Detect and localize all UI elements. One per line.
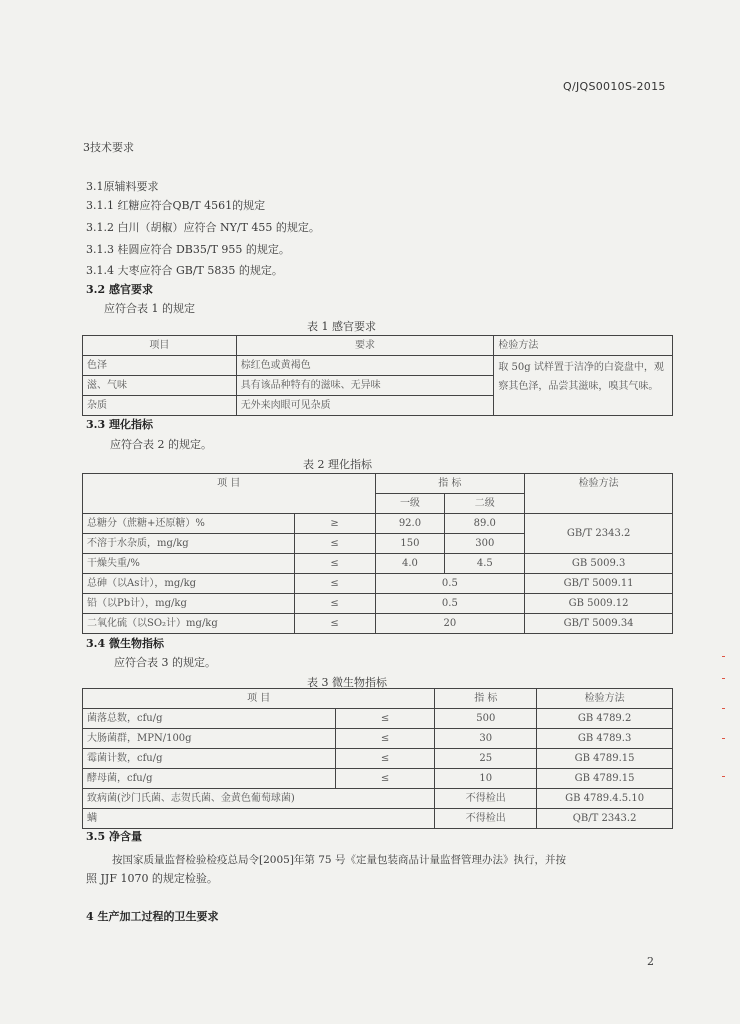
- table-cell-method: GB 5009.3: [525, 554, 673, 574]
- table-cell: 致病菌(沙门氏菌、志贺氏菌、金黄色葡萄球菌): [83, 789, 435, 809]
- table-cell: ≤: [335, 749, 435, 769]
- table-2-physicochemical: [82, 473, 673, 634]
- table-cell: 大肠菌群，MPN/100g: [83, 729, 336, 749]
- table-row: [83, 789, 673, 809]
- table-cell: 不得检出: [435, 789, 537, 809]
- table-row: [83, 769, 673, 789]
- scan-artifact: [722, 678, 725, 679]
- column-header: 检验方法: [494, 336, 673, 356]
- table-cell: 25: [435, 749, 537, 769]
- table-cell-method: GB 4789.2: [537, 709, 673, 729]
- column-header: 要求: [236, 336, 494, 356]
- table-3-microbiological: [82, 688, 673, 829]
- column-header: 检验方法: [537, 689, 673, 709]
- table-cell: 干燥失重/%: [83, 554, 295, 574]
- table-cell-method: GB 4789.3: [537, 729, 673, 749]
- section-4-heading: 4 生产加工过程的卫生要求: [86, 910, 219, 923]
- table-cell-method: GB/T 5009.11: [525, 574, 673, 594]
- section-3-3-text: 应符合表 2 的规定。: [110, 438, 212, 451]
- table-cell: 0.5: [375, 594, 525, 614]
- table-cell: 铅（以Pb计），mg/kg: [83, 594, 295, 614]
- table-cell: 不溶于水杂质，mg/kg: [83, 534, 295, 554]
- clause-3-1-4: 3.1.4 大枣应符合 GB/T 5835 的规定。: [86, 264, 283, 277]
- table-row: [83, 729, 673, 749]
- table-row: [83, 709, 673, 729]
- column-header: 项 目: [83, 474, 376, 514]
- table-cell-method: GB/T 5009.34: [525, 614, 673, 634]
- column-header: 检验方法: [525, 474, 673, 514]
- table-cell: 4.0: [375, 554, 445, 574]
- table-2-caption: 表 2 理化指标: [303, 458, 372, 471]
- document-code: Q/JQS0010S-2015: [563, 80, 666, 93]
- table-cell-method: GB 5009.12: [525, 594, 673, 614]
- table-cell: 色泽: [83, 356, 237, 376]
- column-header: 二级: [445, 494, 525, 514]
- table-cell: 92.0: [375, 514, 445, 534]
- table-cell: 总砷（以As计），mg/kg: [83, 574, 295, 594]
- section-3-2-heading: 3.2 感官要求: [86, 283, 153, 296]
- table-cell: 20: [375, 614, 525, 634]
- table-cell: 二氧化硫（以SO₂计）mg/kg: [83, 614, 295, 634]
- clause-3-1-1: 3.1.1 红糖应符合QB/T 4561的规定: [86, 199, 266, 212]
- table-cell: 不得检出: [435, 809, 537, 829]
- table-1-sensory: [82, 335, 673, 416]
- table-header-row: [83, 474, 673, 494]
- table-cell-method: GB 4789.15: [537, 769, 673, 789]
- column-header: 项 目: [83, 689, 435, 709]
- table-cell: ≤: [294, 574, 375, 594]
- scan-artifact: [722, 738, 725, 739]
- table-cell: ≤: [335, 729, 435, 749]
- table-cell: 无外来肉眼可见杂质: [236, 396, 494, 416]
- table-row: [83, 554, 673, 574]
- section-3-5-text-line-1: 按国家质量监督检验检疫总局令[2005]年第 75 号《定量包装商品计量监督管理办法》执行，并按: [112, 854, 566, 866]
- section-3-2-text: 应符合表 1 的规定: [104, 302, 195, 315]
- table-cell: 棕红色或黄褐色: [236, 356, 494, 376]
- table-cell: 具有该品种特有的滋味、无异味: [236, 376, 494, 396]
- scan-artifact: [722, 656, 725, 657]
- table-cell: ≤: [294, 554, 375, 574]
- table-cell: 总糖分（蔗糖+还原糖）%: [83, 514, 295, 534]
- table-header-row: [83, 689, 673, 709]
- table-cell: 300: [445, 534, 525, 554]
- table-cell: ≥: [294, 514, 375, 534]
- section-3-3-heading: 3.3 理化指标: [86, 418, 153, 431]
- column-header: 指 标: [375, 474, 525, 494]
- table-cell: ≤: [294, 614, 375, 634]
- table-cell: 螨: [83, 809, 435, 829]
- table-cell: 4.5: [445, 554, 525, 574]
- column-header: 指 标: [435, 689, 537, 709]
- table-cell: ≤: [294, 594, 375, 614]
- table-cell: 0.5: [375, 574, 525, 594]
- table-cell: ≤: [335, 709, 435, 729]
- section-3-1-heading: 3.1原辅料要求: [86, 180, 159, 193]
- clause-3-1-3: 3.1.3 桂圆应符合 DB35/T 955 的规定。: [86, 243, 290, 256]
- table-cell: 30: [435, 729, 537, 749]
- scan-artifact: [722, 776, 725, 777]
- table-cell: 10: [435, 769, 537, 789]
- column-header: 一级: [375, 494, 445, 514]
- table-cell-method: 取 50g 试样置于洁净的白瓷盘中，观察其色泽，品尝其滋味，嗅其气味。: [494, 356, 673, 416]
- column-header: 项目: [83, 336, 237, 356]
- table-cell: 霉菌计数，cfu/g: [83, 749, 336, 769]
- clause-3-1-2: 3.1.2 白川（胡椒）应符合 NY/T 455 的规定。: [86, 221, 320, 234]
- table-1-caption: 表 1 感官要求: [307, 320, 376, 333]
- table-cell: 滋、气味: [83, 376, 237, 396]
- table-cell: 酵母菌，cfu/g: [83, 769, 336, 789]
- table-row: [83, 749, 673, 769]
- table-row: [83, 356, 673, 376]
- table-row: [83, 514, 673, 534]
- table-header-row: [83, 336, 673, 356]
- table-cell-method: GB 4789.15: [537, 749, 673, 769]
- page-number: 2: [647, 955, 654, 968]
- scan-artifact: [722, 708, 725, 709]
- table-row: [83, 614, 673, 634]
- table-cell: ≤: [294, 534, 375, 554]
- table-row: [83, 594, 673, 614]
- table-cell-method: GB/T 2343.2: [525, 514, 673, 554]
- table-cell-method: QB/T 2343.2: [537, 809, 673, 829]
- section-3-heading: 3技术要求: [83, 141, 134, 154]
- section-3-4-heading: 3.4 微生物指标: [86, 637, 164, 650]
- section-3-4-text: 应符合表 3 的规定。: [114, 656, 216, 669]
- table-3-caption: 表 3 微生物指标: [307, 676, 387, 689]
- table-row: [83, 574, 673, 594]
- table-cell: 89.0: [445, 514, 525, 534]
- table-cell: 杂质: [83, 396, 237, 416]
- table-row: [83, 809, 673, 829]
- table-cell: 500: [435, 709, 537, 729]
- table-cell: 菌落总数，cfu/g: [83, 709, 336, 729]
- section-3-5-text-line-2: 照 JJF 1070 的规定检验。: [86, 872, 218, 885]
- section-3-5-heading: 3.5 净含量: [86, 830, 142, 843]
- table-cell: 150: [375, 534, 445, 554]
- table-cell: ≤: [335, 769, 435, 789]
- table-cell-method: GB 4789.4.5.10: [537, 789, 673, 809]
